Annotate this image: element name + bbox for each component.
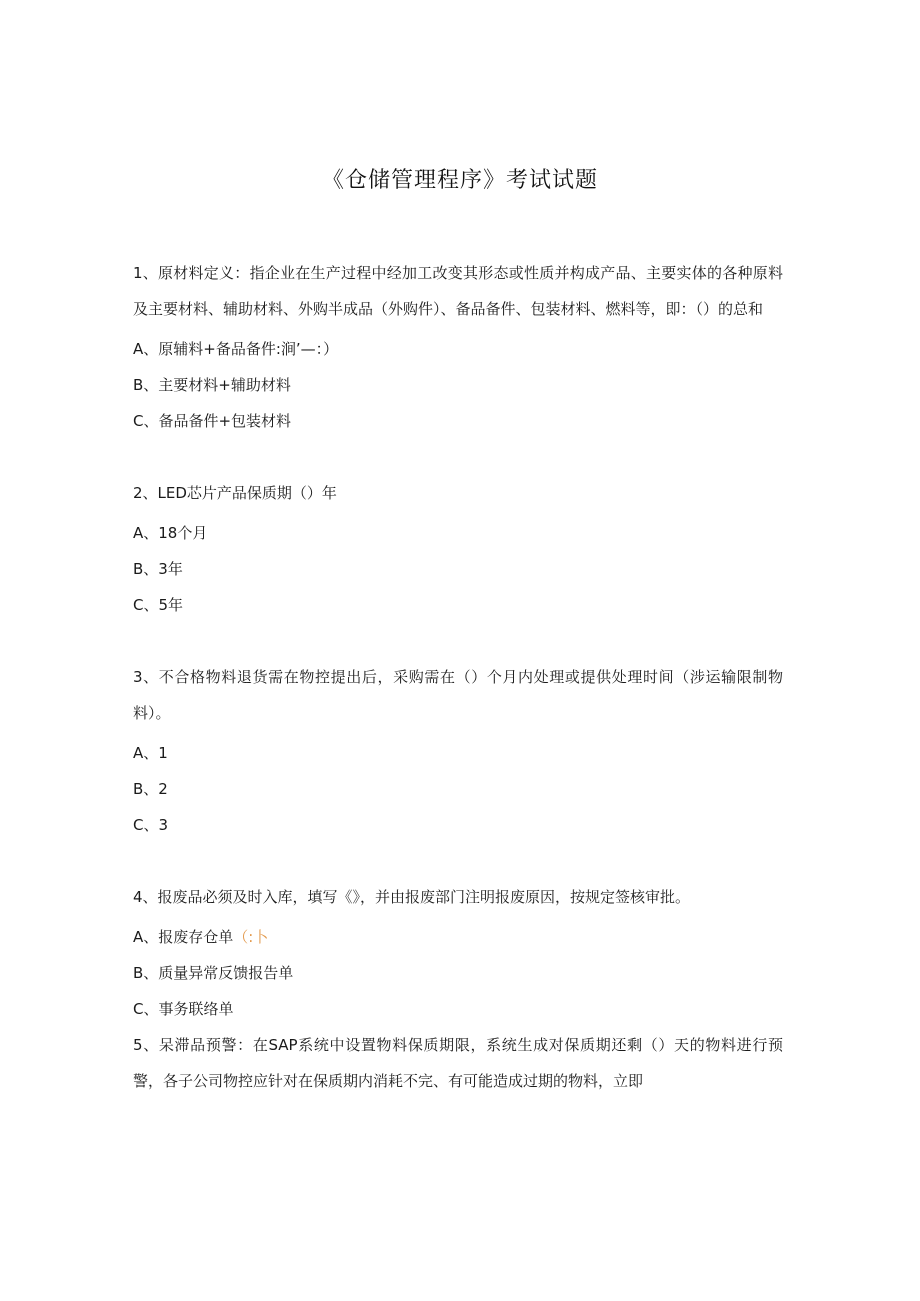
- option-b: B、质量异常反馈报告单: [133, 964, 294, 982]
- option-b: B、3年: [133, 560, 183, 578]
- question-text: 4、报废品必须及时入库，填写《》，并由报废部门注明报废原因，按规定签核审批。: [133, 888, 691, 906]
- question-text: 5、呆滞品预警：在SAP系统中设置物料保质期限，系统生成对保质期还剩（）天的物料进行预警，各子公司物控应针对在保质期内消耗不完、有可能造成过期的物料，立即: [133, 1036, 783, 1090]
- spacer: [133, 843, 783, 879]
- question-list: [133, 255, 783, 1099]
- question-text: 3、不合格物料退货需在物控提出后，采购需在（）个月内处理或提供处理时间（涉运输限制物料）。: [133, 668, 783, 722]
- option-b: B、2: [133, 780, 168, 798]
- question-text: 1、原材料定义：指企业在生产过程中经加工改变其形态或性质并构成产品、主要实体的各种原料及主要材料、辅助材料、外购半成品（外购件）、备品备件、包装材料、燃料等，即：（）的总和: [133, 264, 783, 318]
- option-a: A、1: [133, 744, 168, 762]
- option-a: A、原辅料+备品备件:涧’—：）: [133, 340, 339, 358]
- option-a-text: A、报废存仓单: [133, 928, 234, 946]
- option-c: C、备品备件+包装材料: [133, 412, 292, 430]
- question-text: 2、LED芯片产品保质期（）年: [133, 484, 337, 502]
- option-b: B、主要材料+辅助材料: [133, 376, 291, 394]
- question-5: [133, 1027, 783, 1099]
- question-2: [133, 475, 783, 623]
- option-c: C、5年: [133, 596, 184, 614]
- question-4: [133, 879, 783, 1027]
- option-a: A、18个月: [133, 524, 208, 542]
- question-1: [133, 255, 783, 439]
- question-3: [133, 659, 783, 843]
- option-c: C、3: [133, 816, 169, 834]
- spacer: [133, 439, 783, 475]
- option-c: C、事务联络单: [133, 1000, 234, 1018]
- page-title: 《仓储管理程序》考试试题: [321, 168, 598, 193]
- option-a-stray-mark: （:卜: [233, 928, 269, 946]
- spacer: [133, 623, 783, 659]
- option-a: [133, 919, 783, 955]
